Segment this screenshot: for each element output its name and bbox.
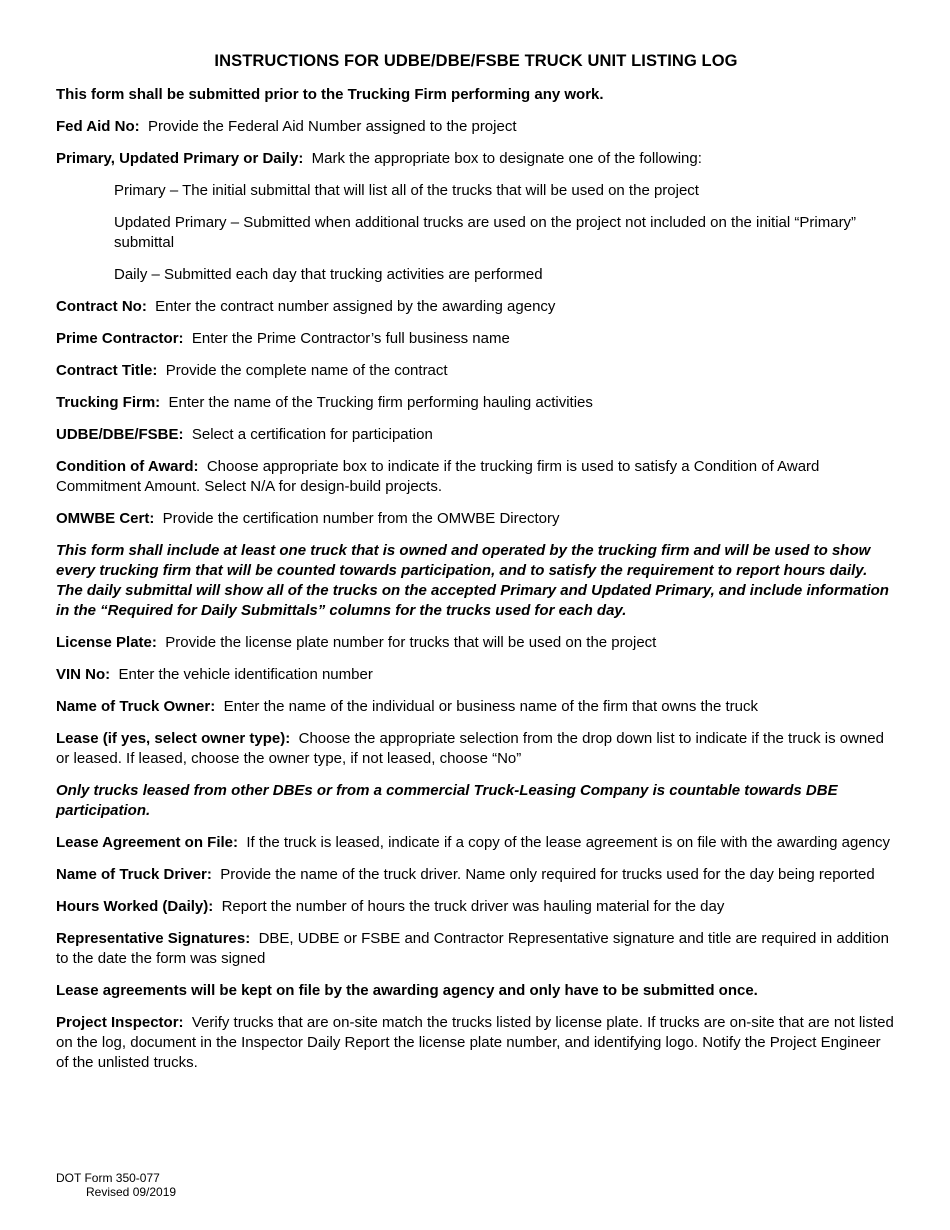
contract-title-term: Contract Title: (56, 362, 158, 379)
license-plate-term: License Plate: (56, 634, 157, 651)
lease-agreement-instruction (56, 833, 896, 853)
prime-contractor-text: Enter the Prime Contractor’s full business name (191, 330, 510, 347)
truck-owner-instruction (56, 697, 896, 717)
fed-aid-term: Fed Aid No: (56, 118, 140, 135)
truck-driver-term: Name of Truck Driver: (56, 866, 212, 883)
truck-driver-instruction (56, 865, 896, 885)
lease-agreement-term: Lease Agreement on File: (56, 834, 238, 851)
condition-award-instruction (56, 457, 896, 497)
inspector-term: Project Inspector: (56, 1014, 184, 1031)
lease-term: Lease (if yes, select owner type): (56, 730, 291, 747)
primary-option-primary: Primary – The initial submittal that will list all of the trucks that will be used on the project (114, 182, 699, 199)
contract-no-text: Enter the contract number assigned by the awarding agency (155, 298, 556, 315)
truck-requirement-notice: This form shall include at least one truck that is owned and operated by the trucking firm and will be used to show every trucking firm that will be counted towards participation, and to satisfy the requirement to report hours daily. The daily submittal will show all of the trucks on the accepted Primary and Updated Primary, and include information in the “Required for Daily Submittals” columns for the trucks used for each day. (56, 542, 889, 619)
contract-title-text: Provide the complete name of the contract (165, 362, 448, 379)
lease-agreements-note: Lease agreements will be kept on file by the awarding agency and only have to be submitted once. (56, 982, 758, 999)
inspector-instruction (56, 1013, 896, 1073)
leased-trucks-notice: Only trucks leased from other DBEs or from a commercial Truck-Leasing Company is countable towards DBE participation. (56, 782, 838, 819)
vin-text: Enter the vehicle identification number (118, 666, 373, 683)
vin-instruction (56, 665, 896, 685)
instructions-page (56, 50, 896, 1085)
form-footer (56, 1171, 176, 1199)
license-plate-instruction (56, 633, 896, 653)
fed-aid-instruction (56, 117, 896, 137)
vin-term: VIN No: (56, 666, 111, 683)
condition-award-text: Choose appropriate box to indicate if the trucking firm is used to satisfy a Condition of Award Commitment Amount. Select N/A for design-build projects. (56, 458, 820, 495)
hours-instruction (56, 897, 896, 917)
license-plate-text: Provide the license plate number for trucks that will be used on the project (165, 634, 657, 651)
hours-text: Report the number of hours the truck driver was hauling material for the day (221, 898, 725, 915)
inspector-text: Verify trucks that are on-site match the trucks listed by license plate. If trucks are on-site that are not listed on the log, document in the Inspector Daily Report the license plate number, and identifying logo. Notify the Project Engineer of the unlisted trucks. (56, 1014, 894, 1071)
udbe-text: Select a certification for participation (191, 426, 433, 443)
trucking-firm-text: Enter the name of the Trucking firm performing hauling activities (168, 394, 593, 411)
form-number: DOT Form 350-077 (56, 1171, 160, 1185)
lease-agreement-text: If the truck is leased, indicate if a copy of the lease agreement is on file with the awarding agency (246, 834, 891, 851)
contract-no-term: Contract No: (56, 298, 147, 315)
trucking-firm-term: Trucking Firm: (56, 394, 161, 411)
lease-instruction (56, 729, 896, 769)
intro-statement: This form shall be submitted prior to the Trucking Firm performing any work. (56, 86, 604, 103)
hours-term: Hours Worked (Daily): (56, 898, 214, 915)
prime-contractor-term: Prime Contractor: (56, 330, 184, 347)
primary-option-updated: Updated Primary – Submitted when additional trucks are used on the project not included on the initial “Primary” submittal (114, 214, 857, 251)
primary-term: Primary, Updated Primary or Daily: (56, 150, 304, 167)
omwbe-term: OMWBE Cert: (56, 510, 155, 527)
omwbe-text: Provide the certification number from the OMWBE Directory (162, 510, 560, 527)
signatures-text: DBE, UDBE or FSBE and Contractor Representative signature and title are required in addition to the date the form was signed (56, 930, 889, 967)
primary-instruction (56, 149, 896, 169)
prime-contractor-instruction (56, 329, 896, 349)
truck-driver-text: Provide the name of the truck driver. Name only required for trucks used for the day being reported (220, 866, 875, 883)
truck-owner-term: Name of Truck Owner: (56, 698, 216, 715)
condition-award-term: Condition of Award: (56, 458, 199, 475)
signatures-instruction (56, 929, 896, 969)
udbe-term: UDBE/DBE/FSBE: (56, 426, 184, 443)
revision-date: Revised 09/2019 (86, 1185, 177, 1199)
omwbe-instruction (56, 509, 896, 529)
trucking-firm-instruction (56, 393, 896, 413)
signatures-term: Representative Signatures: (56, 930, 251, 947)
contract-title-instruction (56, 361, 896, 381)
page-title: INSTRUCTIONS FOR UDBE/DBE/FSBE TRUCK UNIT LISTING LOG (214, 52, 738, 70)
primary-option-daily: Daily – Submitted each day that trucking activities are performed (114, 266, 543, 283)
primary-text: Mark the appropriate box to designate one of the following: (311, 150, 702, 167)
fed-aid-text: Provide the Federal Aid Number assigned to the project (147, 118, 517, 135)
contract-no-instruction (56, 297, 896, 317)
udbe-instruction (56, 425, 896, 445)
truck-owner-text: Enter the name of the individual or business name of the firm that owns the truck (223, 698, 759, 715)
lease-text: Choose the appropriate selection from the drop down list to indicate if the truck is owned or leased. If leased, choose the owner type, if not leased, choose “No” (56, 730, 884, 767)
